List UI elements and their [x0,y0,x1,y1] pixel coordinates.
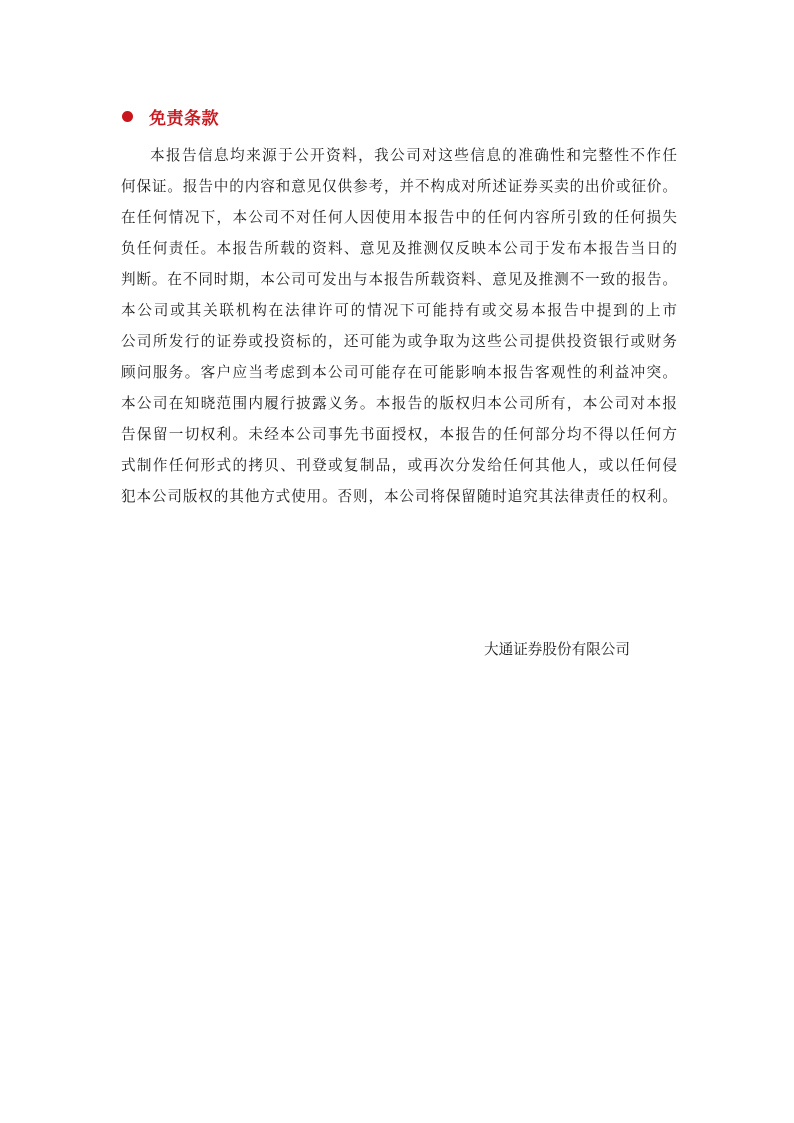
paragraph-line: 判断。在不同时期，本公司可发出与本报告所载资料、意见及推测不一致的报告。 [121,271,677,288]
company-signature: 大通证券股份有限公司 [484,641,630,658]
paragraph-line: 告保留一切权利。未经本公司事先书面授权，本报告的任何部分均不得以任何方 [121,426,677,443]
paragraph-line: 本公司在知晓范围内履行披露义务。本报告的版权归本公司所有，本公司对本报 [121,395,677,412]
paragraph-line: 公司所发行的证券或投资标的，还可能为或争取为这些公司提供投资银行或财务 [121,333,677,350]
section-title: 免责条款 [149,109,219,129]
paragraph-line: 本公司或其关联机构在法律许可的情况下可能持有或交易本报告中提到的上市 [121,302,677,319]
paragraph-line: 犯本公司版权的其他方式使用。否则，本公司将保留随时追究其法律责任的权利。 [121,488,677,505]
bullet-icon [122,111,133,122]
disclaimer-body [121,140,677,512]
paragraph-line: 顾问服务。客户应当考虑到本公司可能存在可能影响本报告客观性的利益冲突。 [121,364,677,381]
paragraph-line: 负任何责任。本报告所载的资料、意见及推测仅反映本公司于发布本报告当日的 [121,240,677,257]
paragraph-line: 在任何情况下，本公司不对任何人因使用本报告中的任何内容所引致的任何损失 [121,209,677,226]
paragraph-line: 本报告信息均来源于公开资料，我公司对这些信息的准确性和完整性不作任 [150,147,677,164]
disclaimer-heading [122,104,219,129]
paragraph-line: 式制作任何形式的拷贝、刊登或复制品，或再次分发给任何其他人，或以任何侵 [121,457,677,474]
paragraph-line: 何保证。报告中的内容和意见仅供参考，并不构成对所述证券买卖的出价或征价。 [121,178,677,195]
